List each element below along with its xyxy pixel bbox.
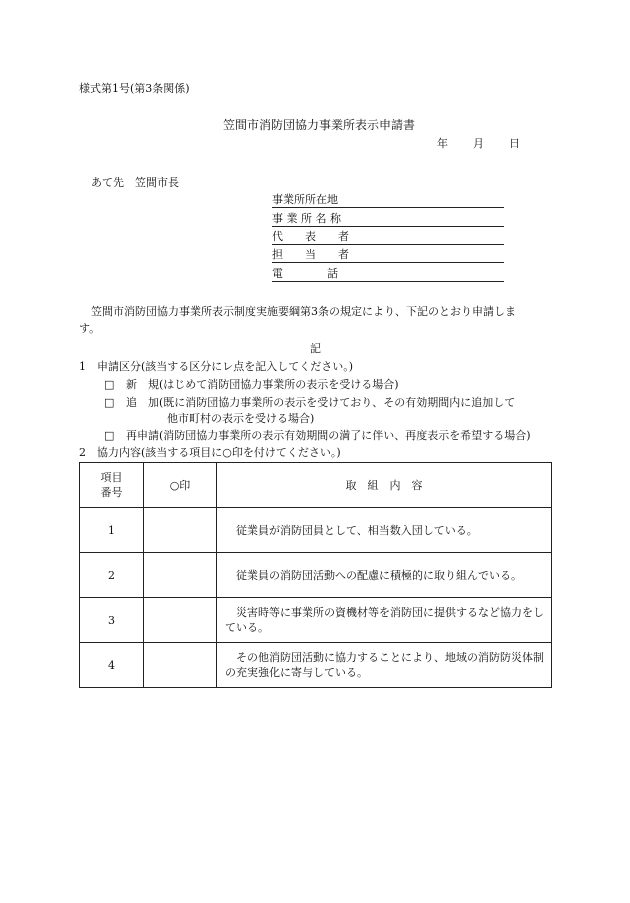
row-mark-cell[interactable]	[144, 553, 217, 598]
checkbox-reapply[interactable]: □	[104, 429, 115, 442]
row-number: 1	[80, 508, 144, 553]
field-person-in-charge[interactable]	[272, 245, 504, 263]
checkbox-add[interactable]: □	[104, 396, 115, 409]
row-mark-cell[interactable]	[144, 643, 217, 688]
field-phone[interactable]	[272, 264, 504, 282]
date-month-label: 月	[473, 137, 484, 150]
form-number: 様式第1号(第3条関係)	[79, 82, 190, 95]
date-day-label: 日	[509, 137, 520, 150]
ki-marker: 記	[310, 342, 321, 355]
field-label: 電 話	[272, 267, 338, 280]
row-number: 4	[80, 643, 144, 688]
row-mark-cell[interactable]	[144, 598, 217, 643]
row-number: 2	[80, 553, 144, 598]
header-item-line1: 項目	[100, 471, 123, 484]
row-mark-cell[interactable]	[144, 508, 217, 553]
field-office-address[interactable]	[272, 190, 504, 208]
row-content	[217, 598, 552, 643]
section2-heading: 2 協力内容(該当する項目に○印を付けてください。)	[79, 446, 341, 459]
header-content: 取 組 内 容	[217, 463, 552, 508]
table-row	[80, 643, 552, 688]
table-row	[80, 553, 552, 598]
option-new-text: 新 規(はじめて消防団協力事業所の表示を受ける場合)	[126, 378, 399, 391]
row-content	[217, 508, 552, 553]
row-content	[217, 643, 552, 688]
header-item-number	[80, 463, 144, 508]
option-add-text-line1: 追 加(既に消防団協力事業所の表示を受けており、その有効期間内に追加して	[126, 396, 516, 409]
section1-heading: 1 申請区分(該当する区分にレ点を記入してください。)	[79, 360, 354, 373]
checkbox-new[interactable]: □	[104, 378, 115, 391]
body-text-line2: す。	[79, 322, 101, 335]
field-label: 事 業 所 名 称	[272, 212, 341, 225]
row-content-text: 従業員の消防団活動への配慮に積極的に取り組んでいる。	[236, 568, 522, 582]
field-label: 事業所所在地	[272, 193, 338, 206]
table-header-row	[80, 463, 552, 508]
table-row	[80, 598, 552, 643]
row-number: 3	[80, 598, 144, 643]
option-reapply-text: 再申請(消防団協力事業所の表示有効期間の満了に伴い、再度表示を希望する場合)	[126, 429, 531, 442]
body-text-line1: 笠間市消防団協力事業所表示制度実施要綱第3条の規定により、下記のとおり申請しま	[91, 305, 516, 318]
date-year-label: 年	[437, 137, 448, 150]
header-item-line2: 番号	[100, 486, 123, 499]
field-label: 代 表 者	[272, 230, 349, 243]
field-representative[interactable]	[272, 227, 504, 245]
field-label: 担 当 者	[272, 248, 349, 261]
row-content-text: その他消防団活動に協力することにより、地域の消防防災体制の充実強化に寄与している。	[225, 651, 544, 679]
row-content-text: 従業員が消防団員として、相当数入団している。	[236, 523, 478, 537]
addressee: あて先 笠間市長	[91, 176, 179, 189]
document-title: 笠間市消防団協力事業所表示申請書	[223, 118, 416, 132]
row-content-text: 災害時等に事業所の資機材等を消防団に提供するなど協力をしている。	[225, 606, 544, 634]
option-add-text-line2: 他市町村の表示を受ける場合)	[167, 412, 315, 425]
field-office-name[interactable]	[272, 209, 504, 227]
row-content	[217, 553, 552, 598]
table-row	[80, 508, 552, 553]
header-mark: ○印	[144, 463, 217, 508]
cooperation-table	[79, 462, 552, 688]
